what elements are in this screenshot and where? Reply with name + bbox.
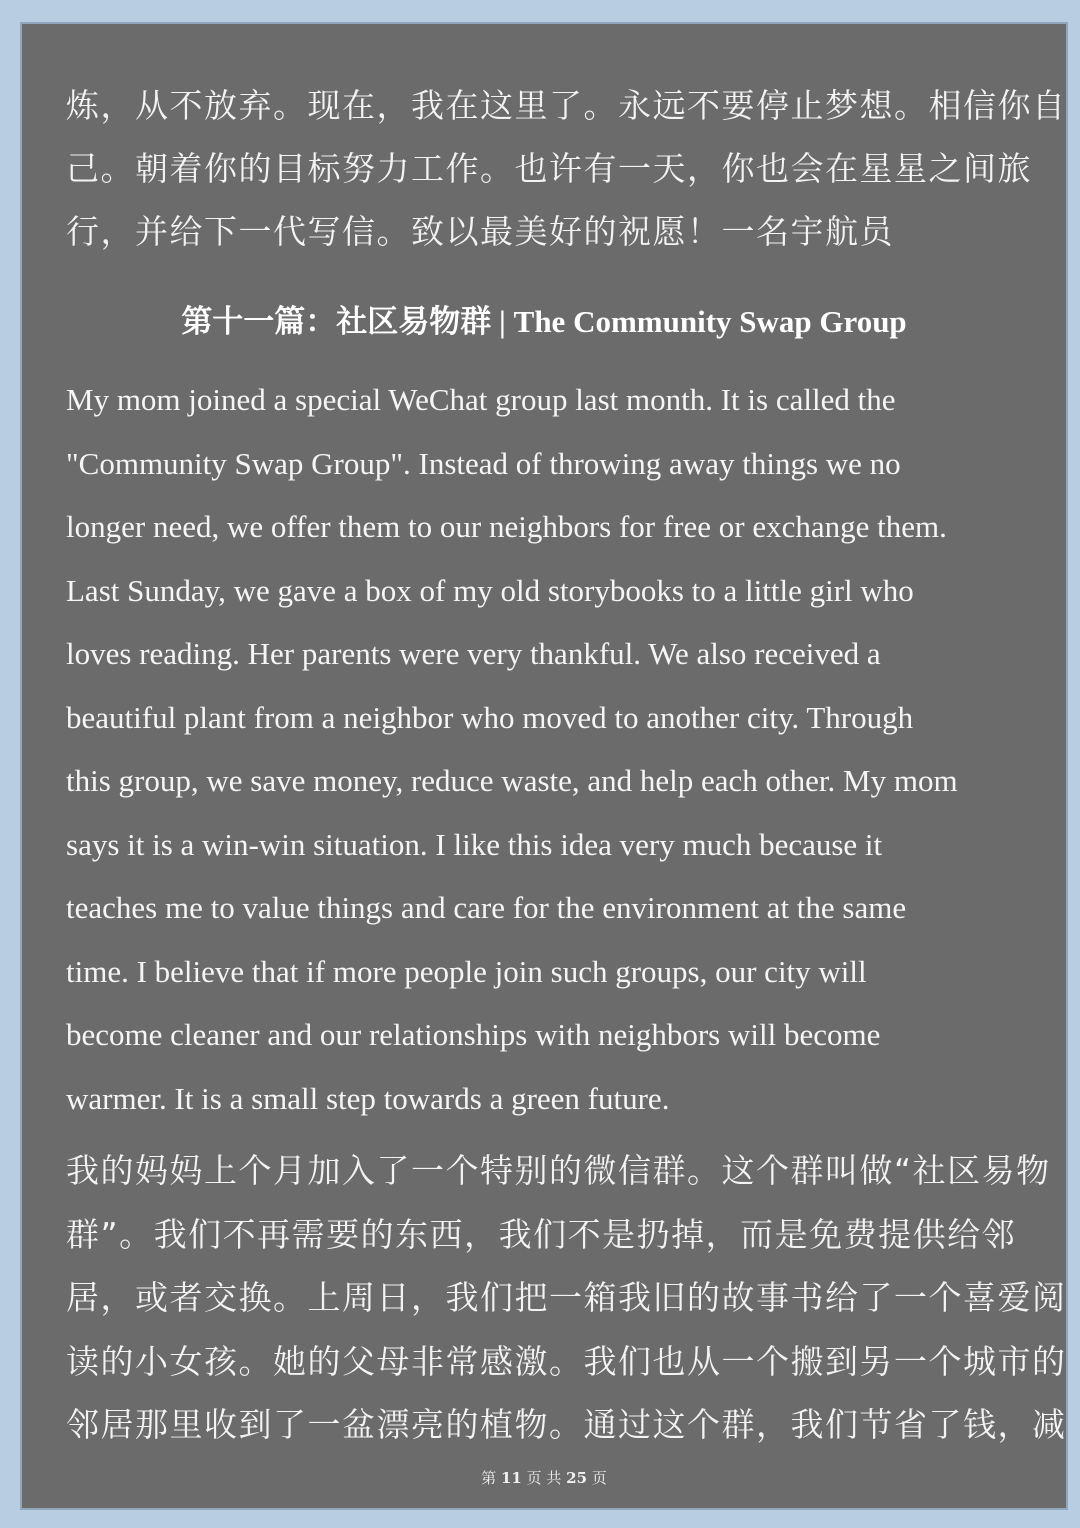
page-footer	[22, 1468, 1066, 1488]
total-page-number: 25	[566, 1469, 588, 1487]
paragraph-line: 行，并给下一代写信。致以最美好的祝愿！一名宇航员	[66, 212, 894, 251]
english-line: loves reading. Her parents were very thankful. We also received a	[66, 636, 881, 671]
english-line: Last Sunday, we gave a box of my old storybooks to a little girl who	[66, 573, 914, 608]
chinese-line: 邻居那里收到了一盆漂亮的植物。通过这个群，我们节省了钱，减	[66, 1405, 1066, 1444]
english-line: time. I believe that if more people join such groups, our city will	[66, 954, 867, 989]
chinese-line: 我的妈妈上个月加入了一个特别的微信群。这个群叫做“社区易物	[66, 1151, 1051, 1190]
english-line: "Community Swap Group". Instead of throwing away things we no	[66, 446, 901, 481]
english-line: this group, we save money, reduce waste, and help each other. My mom	[66, 763, 958, 798]
chinese-line: 群”。我们不再需要的东西，我们不是扔掉，而是免费提供给邻	[66, 1215, 1017, 1254]
english-line: says it is a win-win situation. I like this idea very much because it	[66, 827, 883, 862]
english-line: My mom joined a special WeChat group last month. It is called the	[66, 382, 896, 417]
document-page	[22, 24, 1066, 1508]
paragraph-line: 己。朝着你的目标努力工作。也许有一天，你也会在星星之间旅	[66, 149, 1032, 188]
paragraph-line: 炼，从不放弃。现在，我在这里了。永远不要停止梦想。相信你自	[66, 86, 1066, 125]
english-line: beautiful plant from a neighbor who moved to another city. Through	[66, 700, 914, 735]
chinese-line: 读的小女孩。她的父母非常感激。我们也从一个搬到另一个城市的	[66, 1342, 1066, 1381]
english-line: warmer. It is a small step towards a green future.	[66, 1081, 670, 1116]
section-heading: 第十一篇：社区易物群 | The Community Swap Group	[181, 304, 907, 339]
english-line: teaches me to value things and care for the environment at the same	[66, 890, 907, 925]
english-line: become cleaner and our relationships with neighbors will become	[66, 1017, 881, 1052]
footer-prefix: 第	[481, 1469, 497, 1487]
current-page-number: 11	[500, 1469, 522, 1487]
chinese-line: 居，或者交换。上周日，我们把一箱我旧的故事书给了一个喜爱阅	[66, 1278, 1066, 1317]
footer-suffix: 页	[591, 1469, 607, 1487]
footer-middle: 页 共	[526, 1469, 562, 1487]
english-line: longer need, we offer them to our neighbors for free or exchange them.	[66, 509, 947, 544]
